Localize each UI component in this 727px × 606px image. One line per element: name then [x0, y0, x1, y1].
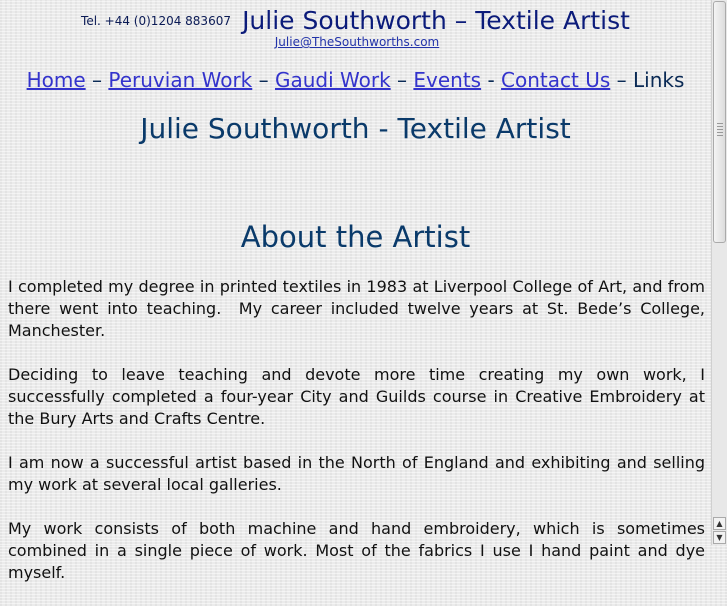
scrollbar-thumb[interactable] [713, 1, 726, 243]
nav-link-events[interactable]: Events [413, 68, 482, 92]
nav-separator: – [258, 68, 275, 92]
nav-item-links-current: Links [633, 68, 685, 92]
about-paragraph: I completed my degree in printed textiles in 1983 at Liverpool College of Art, and from there went into teaching. My career included twelve years at St. Bede’s College, Manchester. [8, 277, 705, 340]
nav-link-contact-us[interactable]: Contact Us [501, 68, 611, 92]
about-paragraph: I am now a successful artist based in the North of England and exhibiting and selling my work at several local galleries. [8, 453, 705, 494]
thumb-grip-line [717, 132, 723, 133]
thumb-grip-line [717, 129, 723, 130]
nav-separator: – [616, 68, 633, 92]
thumb-grip-line [717, 126, 723, 127]
telephone-text: Tel. +44 (0)1204 883607 [81, 14, 231, 28]
page-heading: Julie Southworth - Textile Artist [140, 112, 571, 145]
thumb-grip-line [717, 135, 723, 136]
nav-separator: – [397, 68, 414, 92]
about-paragraph: My work consists of both machine and hand embroidery, which is sometimes combined in a single piece of work. Most of the fabrics I use I hand paint and dye myself. [8, 519, 705, 582]
thumb-grip-line [717, 123, 723, 124]
site-title: Julie Southworth – Textile Artist [242, 6, 630, 35]
nav-separator: – [92, 68, 109, 92]
scroll-down-arrow-icon[interactable]: ▼ [713, 531, 726, 544]
nav-link-home[interactable]: Home [26, 68, 86, 92]
header-line [0, 6, 711, 35]
site-header [0, 6, 711, 49]
main-nav [0, 68, 711, 92]
nav-link-gaudi-work[interactable]: Gaudi Work [274, 68, 391, 92]
section-heading-about: About the Artist [240, 220, 471, 254]
about-paragraph: Deciding to leave teaching and devote more time creating my own work, I successfully completed a four-year City and Guilds course in Creative Embroidery at the Bury Arts and Crafts Centre. [8, 365, 705, 428]
vertical-scrollbar[interactable] [711, 0, 727, 545]
nav-link-peruvian-work[interactable]: Peruvian Work [108, 68, 253, 92]
nav-separator: - [487, 68, 502, 92]
about-content [8, 276, 705, 606]
email-link[interactable]: Julie@TheSouthworths.com [274, 35, 440, 49]
scroll-up-arrow-icon[interactable]: ▲ [713, 517, 726, 530]
